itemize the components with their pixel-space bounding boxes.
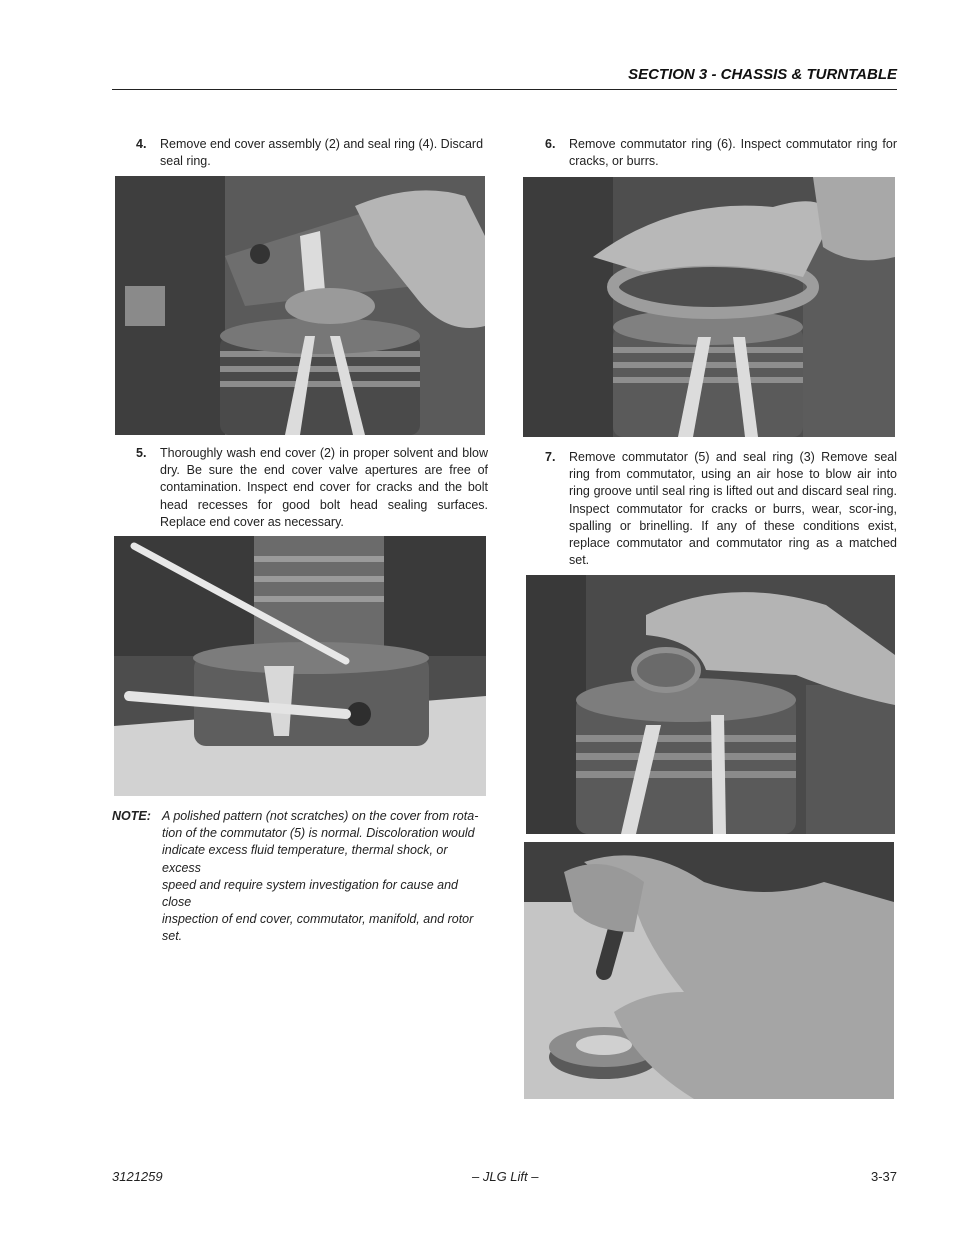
photo-end-cover-removal — [115, 176, 485, 435]
photo-commutator-removal — [526, 575, 895, 834]
header-divider — [112, 89, 897, 90]
step-4 — [136, 136, 488, 172]
step-text: Remove commutator (5) and seal ring (3) Remove seal ring from commutator, using an air hose to blow air into ring groove until seal ring is lifted out and discard seal ring. Inspect commutator for cracks or burrs, wear, scor-ing, spalling or brinelling. If any of these conditions exist, replace commutator and commutator ring as a matched set. — [569, 450, 897, 568]
step-6 — [545, 136, 897, 172]
step-5 — [136, 445, 488, 533]
footer-doc-number: 3121259 — [112, 1169, 163, 1184]
photo-seal-ring-removal — [524, 842, 894, 1099]
step-text: Remove end cover assembly (2) and seal ring (4). Discard seal ring. — [160, 137, 484, 169]
step-number: 4. — [136, 137, 147, 151]
section-title: SECTION 3 - CHASSIS & TURNTABLE — [628, 66, 897, 83]
note-label: NOTE: — [112, 809, 151, 823]
footer-page-number: 3-37 — [870, 1169, 897, 1184]
step-number: 6. — [545, 137, 556, 151]
note-text: A polished pattern (not scratches) on the cover from rota- tion of the commutator (5) is normal. Discoloration would indicate excess fluid temperature, thermal shock, or excess speed and require system investigation for cause and close inspection of end cover, commutator, manifold, and rotor set. — [162, 809, 479, 944]
step-text: Thoroughly wash end cover (2) in proper solvent and blow dry. Be sure the end cover valve apertures are free of contamination. Inspect end cover for cracks and the bolt head recesses for good bolt head sealing surfaces. Replace end cover as necessary. — [160, 446, 488, 529]
note-block — [112, 808, 489, 944]
step-7 — [545, 449, 897, 571]
step-number: 5. — [136, 446, 147, 460]
step-text: Remove commutator ring (6). Inspect commutator ring for cracks, or burrs. — [569, 137, 897, 169]
footer-brand: – JLG Lift – — [472, 1169, 539, 1184]
step-number: 7. — [545, 450, 556, 464]
photo-end-cover-inspection — [114, 536, 486, 796]
photo-commutator-ring-removal — [523, 177, 895, 437]
